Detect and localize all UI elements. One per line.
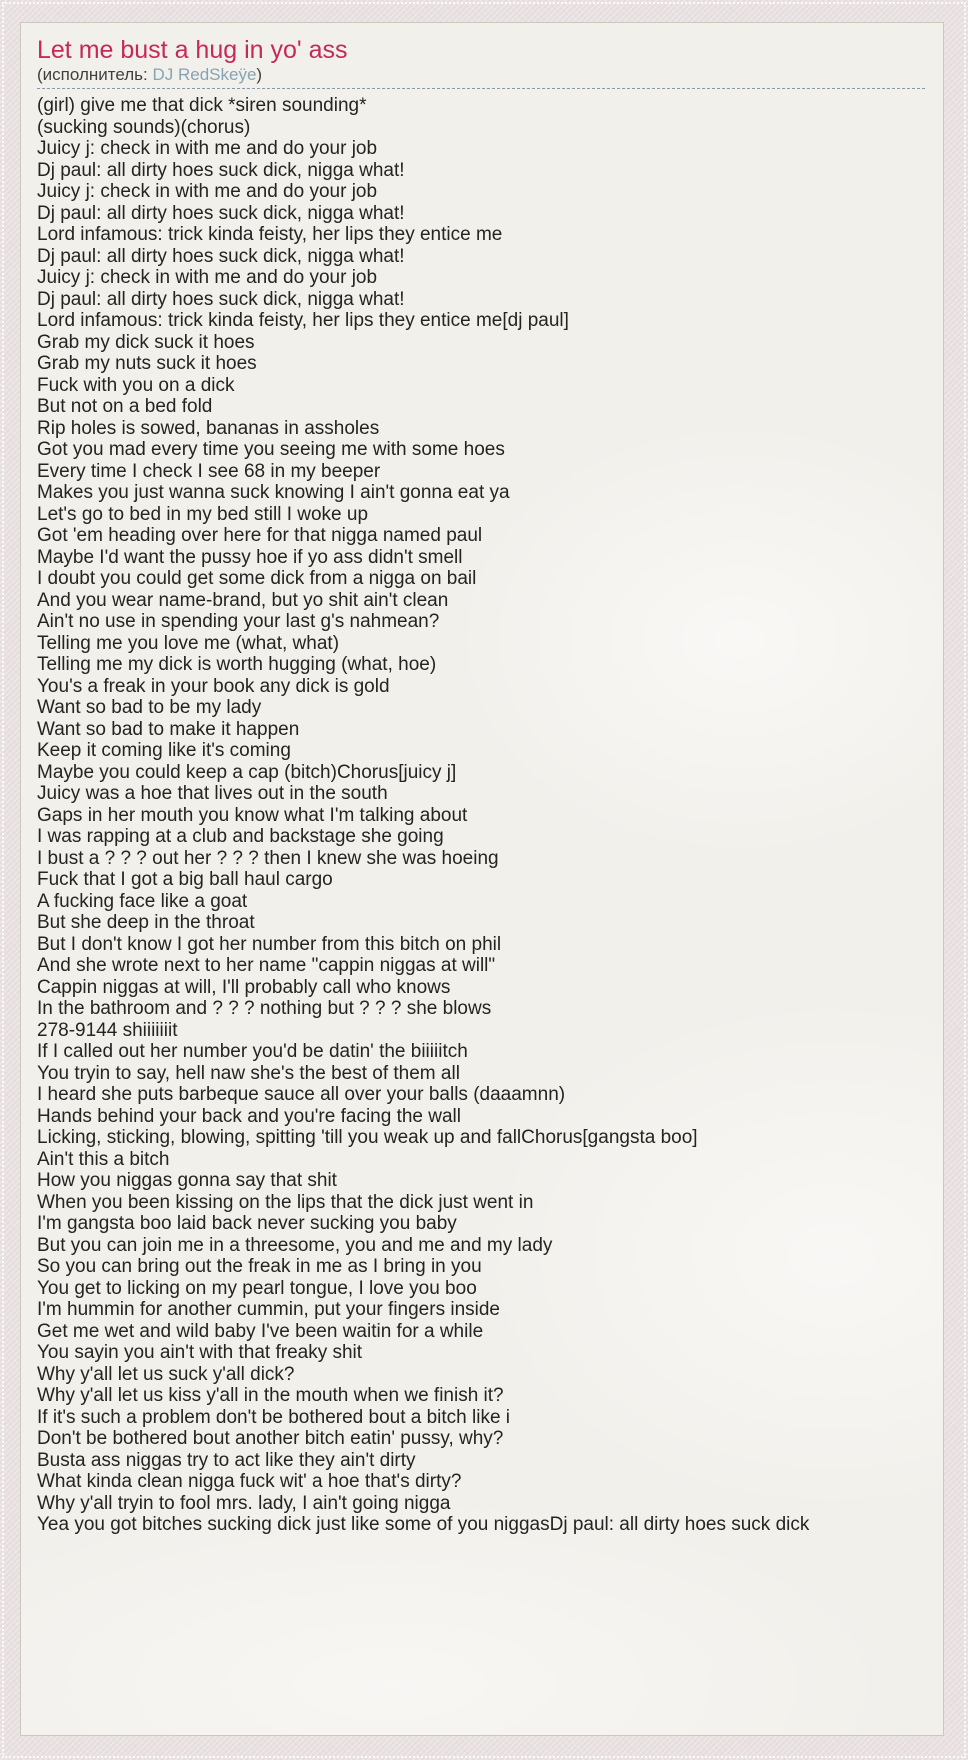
lyric-line: A fucking face like a goat [37,890,248,912]
lyric-line: What kinda clean nigga fuck wit' a hoe that's dirty? [37,1471,462,1492]
lyric-line: Why y'all let us kiss y'all in the mouth when we finish it? [37,1385,504,1406]
lyric-line: You get to licking on my pearl tongue, I love you boo [37,1277,477,1299]
lyric-line: I doubt you could get some dick from a nigga on bail [37,568,477,589]
lyric-line: I'm gangsta boo laid back never sucking you baby [37,1213,457,1234]
lyric-line: If I called out her number you'd be datin' the biiiiitch [37,1041,468,1062]
lyric-line: Lord infamous: trick kinda feisty, her lips they entice me [37,224,503,245]
lyric-line: How you niggas gonna say that shit [37,1170,337,1191]
lyric-line: Lord infamous: trick kinda feisty, her lips they entice me[dj paul] [37,310,569,331]
lyric-line: Got you mad every time you seeing me with some hoes [37,439,505,460]
lyric-line: Maybe I'd want the pussy hoe if yo ass didn't smell [37,546,463,568]
lyric-line: Keep it coming like it's coming [37,740,291,761]
lyric-line: Dj paul: all dirty hoes suck dick, nigga what! [37,159,405,181]
lyric-line: You tryin to say, hell naw she's the best of them all [37,1062,460,1084]
lyric-line: I bust a ? ? ? out her ? ? ? then I knew she was hoeing [37,847,499,869]
lyric-line: Maybe you could keep a cap (bitch)Chorus[juicy j] [37,761,457,783]
lyric-line: Grab my nuts suck it hoes [37,353,257,374]
lyric-line: Juicy j: check in with me and do your job [37,181,378,202]
lyric-line: Let's go to bed in my bed still I woke up [37,503,369,525]
artist-label-prefix: (исполнитель: [37,65,153,84]
lyric-line: Juicy was a hoe that lives out in the south [37,783,388,804]
lyric-line: And she wrote next to her name "cappin niggas at will" [37,955,496,976]
lyric-line: Licking, sticking, blowing, spitting 'till you weak up and fallChorus[gangsta boo] [37,1127,698,1148]
lyric-line: You sayin you ain't with that freaky shit [37,1342,363,1363]
lyric-line: Makes you just wanna suck knowing I ain't gonna eat ya [37,482,510,503]
lyric-line: Telling me my dick is worth hugging (what, hoe) [37,654,437,675]
artist-link[interactable]: DJ RedSkeÿe [152,65,257,84]
lyric-line: Want so bad to be my lady [37,697,262,718]
lyric-line: I'm hummin for another cummin, put your fingers inside [37,1299,500,1320]
lyric-line: Cappin niggas at will, I'll probably call who knows [37,976,451,998]
lyric-line: But you can join me in a threesome, you and me and my lady [37,1234,553,1256]
lyric-line: Every time I check I see 68 in my beeper [37,460,381,482]
lyric-line: Hands behind your back and you're facing the wall [37,1105,462,1127]
lyric-line: But not on a bed fold [37,396,213,417]
lyric-line: If it's such a problem don't be bothered bout a bitch like i [37,1406,511,1428]
lyric-line: (sucking sounds)(chorus) [37,116,251,138]
lyric-line: In the bathroom and ? ? ? nothing but ? ? ? she blows [37,998,492,1019]
lyric-line: Dj paul: all dirty hoes suck dick, nigga what! [37,288,405,310]
lyric-line: When you been kissing on the lips that the dick just went in [37,1191,534,1213]
lyric-line: Get me wet and wild baby I've been waitin for a while [37,1320,484,1342]
lyrics-text [37,95,925,1536]
lyric-line: Why y'all tryin to fool mrs. lady, I ain't going nigga [37,1492,451,1514]
lyric-line: Don't be bothered bout another bitch eatin' pussy, why? [37,1428,504,1449]
lyric-line: Fuck that I got a big ball haul cargo [37,869,333,890]
lyric-line: Yea you got bitches sucking dick just like some of you niggasDj paul: all dirty hoes suck dick [37,1514,810,1535]
lyric-line: I was rapping at a club and backstage she going [37,826,444,847]
artist-line [37,65,925,89]
lyric-line: But I don't know I got her number from this bitch on phil [37,933,502,955]
lyric-line: And you wear name-brand, but yo shit ain't clean [37,589,449,611]
lyric-line: (girl) give me that dick *siren sounding* [37,95,367,116]
page-title: Let me bust a hug in yo' ass [37,36,348,64]
lyric-line: Fuck with you on a dick [37,374,235,396]
lyric-line: Dj paul: all dirty hoes suck dick, nigga what! [37,202,405,224]
lyric-line: So you can bring out the freak in me as I bring in you [37,1256,482,1277]
lyric-line: Want so bad to make it happen [37,718,300,740]
card-inner [21,23,943,1536]
lyric-line: Busta ass niggas try to act like they ain't dirty [37,1449,416,1471]
lyric-line: Juicy j: check in with me and do your job [37,267,378,288]
lyric-line: Rip holes is sowed, bananas in assholes [37,417,380,439]
lyric-line: Gaps in her mouth you know what I'm talking about [37,804,468,826]
lyric-line: Ain't no use in spending your last g's nahmean? [37,611,440,632]
lyric-line: I heard she puts barbeque sauce all over your balls (daaamnn) [37,1084,566,1105]
lyric-line: Grab my dick suck it hoes [37,331,255,353]
lyric-line: Why y'all let us suck y'all dick? [37,1363,295,1385]
artist-label-suffix: ) [256,65,263,84]
content-card [20,22,944,1736]
lyric-line: Juicy j: check in with me and do your job [37,138,378,159]
lyric-line: Got 'em heading over here for that nigga named paul [37,525,483,546]
lyric-line: Dj paul: all dirty hoes suck dick, nigga what! [37,245,405,267]
lyric-line: 278-9144 shiiiiiiit [37,1019,178,1041]
lyric-line: Ain't this a bitch [37,1148,170,1170]
lyric-line: Telling me you love me (what, what) [37,632,340,654]
lyric-line: But she deep in the throat [37,912,255,933]
lyric-line: You's a freak in your book any dick is gold [37,675,390,697]
